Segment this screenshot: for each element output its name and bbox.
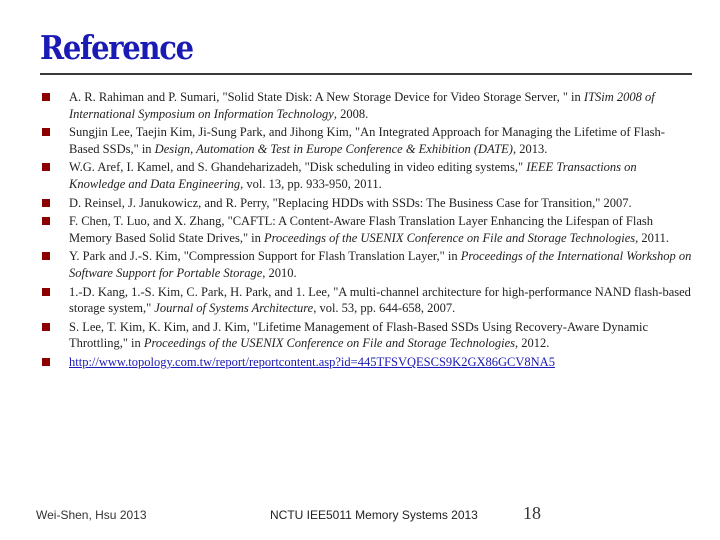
reference-venue: Proceedings of the USENIX Conference on File and Storage Technologies	[143, 336, 516, 351]
page-number: 18	[523, 503, 541, 523]
square-bullet-icon	[42, 163, 50, 171]
square-bullet-icon	[42, 199, 50, 207]
reference-item	[42, 195, 692, 212]
reference-list	[42, 89, 692, 372]
reference-authors: W.G. Aref, I. Kamel, and S. Ghandeharizadeh, "Disk scheduling in video editing systems,"	[69, 160, 527, 175]
square-bullet-icon	[42, 93, 50, 101]
reference-venue: Design, Automation & Test in Europe Conference & Exhibition (DATE)	[154, 141, 513, 156]
reference-item	[42, 319, 692, 352]
footer-author: Wei-Shen, Hsu 2013	[36, 508, 147, 522]
reference-venue: Proceedings of the International Workshop on Software Support for Portable Storage	[69, 249, 692, 281]
slide-title: Reference	[40, 28, 193, 67]
reference-item	[42, 213, 692, 246]
reference-details: , 2013.	[512, 141, 548, 156]
reference-details: , vol. 13, pp. 933-950, 2011.	[240, 177, 382, 192]
reference-item	[42, 159, 692, 192]
reference-venue: ITSim 2008 of International Symposium on Information Technology	[69, 90, 655, 121]
reference-item	[42, 89, 692, 122]
reference-details: , 2008.	[333, 106, 369, 121]
square-bullet-icon	[42, 358, 50, 366]
title-divider	[40, 73, 692, 75]
reference-authors: 1.-D. Kang, 1.-S. Kim, C. Park, H. Park, and 1. Lee, "A multi-channel architecture for high-performance NAND flash-based storage system,"	[69, 284, 691, 316]
square-bullet-icon	[42, 217, 50, 225]
square-bullet-icon	[42, 252, 50, 260]
reference-authors: Sungjin Lee, Taejin Kim, Ji-Sung Park, and Jihong Kim, "An Integrated Approach for Managing the Lifetime of Flash-Based SSDs," in	[69, 125, 665, 156]
reference-details: , 2010.	[262, 266, 297, 281]
reference-authors: S. Lee, T. Kim, K. Kim, and J. Kim, "Lifetime Management of Flash-Based SSDs Using Recovery-Aware Dynamic Throttling," in	[69, 319, 649, 351]
reference-item	[42, 284, 692, 317]
reference-venue: Proceedings of the USENIX Conference on File and Storage Technologies	[264, 230, 636, 245]
reference-authors: Y. Park and J.-S. Kim, "Compression Support for Flash Translation Layer," in	[69, 249, 461, 264]
reference-venue: IEEE Transactions on Knowledge and Data Engineering	[69, 160, 637, 192]
square-bullet-icon	[42, 128, 50, 136]
reference-authors: A. R. Rahiman and P. Sumari, "Solid State Disk: A New Storage Device for Video Storage Server, " in	[69, 90, 584, 104]
reference-venue: Journal of Systems Architecture	[154, 301, 314, 316]
reference-item	[42, 248, 692, 281]
reference-details: , vol. 53, pp. 644-658, 2007.	[313, 301, 456, 316]
square-bullet-icon	[42, 288, 50, 296]
footer-course: NCTU IEE5011 Memory Systems 2013	[270, 508, 478, 522]
square-bullet-icon	[42, 323, 50, 331]
reference-item	[42, 124, 692, 157]
reference-authors: D. Reinsel, J. Janukowicz, and R. Perry, "Replacing HDDs with SSDs: The Business Case for Transition," 2007.	[69, 195, 632, 210]
reference-link[interactable]: http://www.topology.com.tw/report/reportcontent.asp?id=445TFSVQESCS9K2GX86GCV8NA5	[69, 354, 555, 369]
reference-item	[42, 354, 692, 371]
reference-details: , 2011.	[635, 230, 670, 245]
reference-authors: F. Chen, T. Luo, and X. Zhang, "CAFTL: A Content-Aware Flash Translation Layer Enhancing the Lifespan of Flash Memory Based Solid State Drives," in	[69, 214, 654, 245]
reference-details: , 2012.	[515, 336, 550, 351]
